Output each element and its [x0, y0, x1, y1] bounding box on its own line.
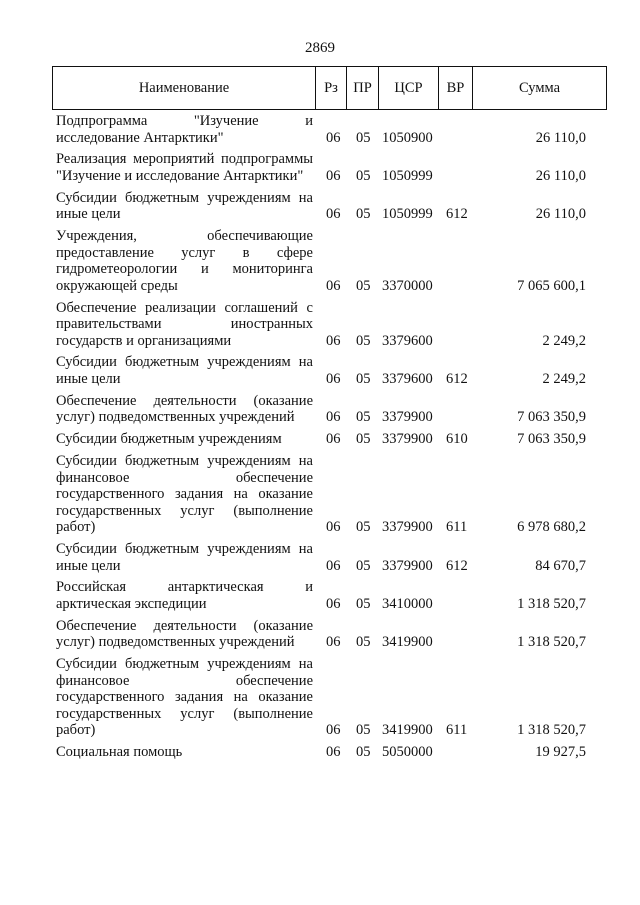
row-rz: 06 [326, 277, 341, 294]
row-pr: 05 [356, 519, 371, 536]
row-name: Российская антарктическая и арктическая экспедиции [56, 579, 313, 612]
row-pr: 05 [356, 167, 371, 184]
row-sum: 26 110,0 [535, 206, 586, 223]
row-pr: 05 [356, 744, 371, 761]
row-sum: 1 318 520,7 [517, 595, 586, 612]
row-vr: 612 [446, 370, 468, 387]
table-row [56, 541, 586, 574]
row-rz: 06 [326, 129, 341, 146]
row-name: Субсидии бюджетным учреждениям на финансовое обеспечение государственного задания на оказание государственных услуг (выполнение работ) [56, 656, 313, 739]
row-sum: 19 927,5 [535, 744, 586, 761]
row-name: Субсидии бюджетным учреждениям на иные цели [56, 541, 313, 574]
row-csr: 3410000 [382, 595, 433, 612]
header-csr: ЦСР [379, 67, 439, 109]
header-sum: Сумма [518, 79, 561, 96]
row-sum: 2 249,2 [542, 370, 586, 387]
table-row [56, 431, 586, 448]
row-rz: 06 [326, 634, 341, 651]
table-header [52, 66, 607, 110]
row-pr: 05 [356, 129, 371, 146]
row-name: Субсидии бюджетным учреждениям на иные цели [56, 354, 313, 387]
row-sum: 7 065 600,1 [517, 277, 586, 294]
header-vr: ВР [439, 67, 473, 109]
table-row [56, 228, 586, 294]
header-rz: Рз [316, 67, 347, 109]
table-row [56, 618, 586, 651]
table-row [56, 113, 586, 146]
table-row [56, 744, 586, 761]
row-rz: 06 [326, 332, 341, 349]
row-rz: 06 [326, 557, 341, 574]
row-sum: 1 318 520,7 [517, 722, 586, 739]
row-name: Обеспечение деятельности (оказание услуг) подведомственных учреждений [56, 392, 313, 426]
row-rz: 06 [326, 722, 341, 739]
row-csr: 5050000 [382, 744, 433, 761]
row-vr: 611 [446, 519, 468, 536]
table-row [56, 656, 586, 739]
table-row [56, 300, 586, 350]
row-rz: 06 [326, 519, 341, 536]
header-pr: ПР [347, 67, 379, 109]
row-pr: 05 [356, 409, 371, 426]
table-body [56, 113, 586, 766]
row-pr: 05 [356, 206, 371, 223]
row-sum: 84 670,7 [535, 557, 586, 574]
row-rz: 06 [326, 744, 341, 761]
page-number: 2869 [305, 40, 335, 56]
row-name: Подпрограмма "Изучение и исследование Антарктики" [56, 113, 313, 146]
row-sum: 6 978 680,2 [517, 519, 586, 536]
row-sum: 7 063 350,9 [517, 431, 586, 448]
row-name: Социальная помощь [56, 744, 183, 761]
table-row [56, 453, 586, 536]
row-name: Субсидии бюджетным учреждениям на финансовое обеспечение государственного задания на оказание государственных услуг (выполнение работ) [56, 453, 313, 536]
row-sum: 1 318 520,7 [517, 634, 586, 651]
row-rz: 06 [326, 409, 341, 426]
row-rz: 06 [326, 206, 341, 223]
row-name: Обеспечение реализации соглашений с правительствами иностранных государств и организациями [56, 299, 313, 349]
row-vr: 611 [446, 722, 468, 739]
row-sum: 2 249,2 [542, 332, 586, 349]
row-pr: 05 [356, 634, 371, 651]
row-pr: 05 [356, 370, 371, 387]
row-csr: 3379900 [382, 409, 433, 426]
row-rz: 06 [326, 370, 341, 387]
row-name: Реализация мероприятий подпрограммы "Изучение и исследование Антарктики" [56, 151, 313, 184]
row-rz: 06 [326, 595, 341, 612]
table-row [56, 190, 586, 223]
row-pr: 05 [356, 722, 371, 739]
row-csr: 3419900 [382, 722, 433, 739]
row-csr: 1050900 [382, 129, 433, 146]
row-pr: 05 [356, 595, 371, 612]
row-csr: 3379900 [382, 431, 433, 448]
row-pr: 05 [356, 277, 371, 294]
row-csr: 3379600 [382, 370, 433, 387]
row-rz: 06 [326, 431, 341, 448]
row-pr: 05 [356, 332, 371, 349]
row-sum: 7 063 350,9 [517, 409, 586, 426]
row-rz: 06 [326, 167, 341, 184]
row-vr: 612 [446, 557, 468, 574]
row-vr: 612 [446, 206, 468, 223]
row-csr: 3379900 [382, 557, 433, 574]
row-csr: 1050999 [382, 167, 433, 184]
row-sum: 26 110,0 [535, 129, 586, 146]
row-csr: 3379600 [382, 332, 433, 349]
row-csr: 3419900 [382, 634, 433, 651]
row-sum: 26 110,0 [535, 167, 586, 184]
row-name: Субсидии бюджетным учреждениям на иные цели [56, 189, 313, 223]
row-vr: 610 [446, 431, 468, 448]
table-row [56, 354, 586, 387]
row-name: Обеспечение деятельности (оказание услуг) подведомственных учреждений [56, 617, 313, 651]
table-row [56, 579, 586, 612]
row-csr: 1050999 [382, 206, 433, 223]
row-csr: 3379900 [382, 519, 433, 536]
header-name: Наименование [53, 67, 316, 109]
table-row [56, 151, 586, 184]
row-pr: 05 [356, 557, 371, 574]
row-csr: 3370000 [382, 277, 433, 294]
row-name: Субсидии бюджетным учреждениям [56, 431, 282, 448]
row-pr: 05 [356, 431, 371, 448]
row-name: Учреждения, обеспечивающие предоставление услуг в сфере гидрометеорологии и мониторинга окружающей среды [56, 228, 313, 294]
table-row [56, 393, 586, 426]
